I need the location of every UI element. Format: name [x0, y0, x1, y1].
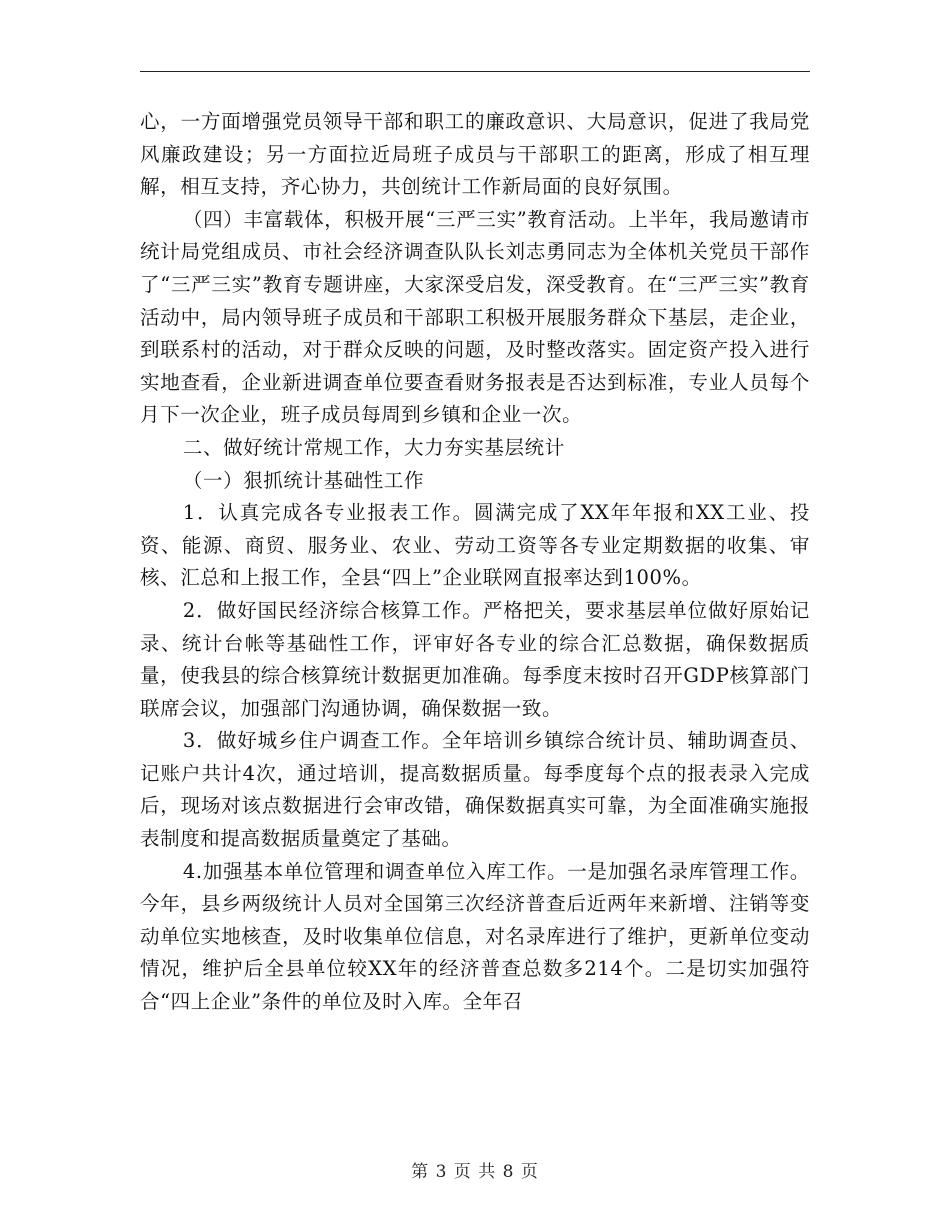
header-rule — [140, 71, 810, 72]
page-number-footer: 第 3 页 共 8 页 — [411, 1162, 539, 1182]
heading-section-two: 二、做好统计常规工作，大力夯实基层统计 — [182, 435, 565, 459]
paragraph-item-4: 4.加强基本单位管理和调查单位入库工作。一是加强名录库管理工作。今年，县乡两级统计人员对全国第三次经济普查后近两年来新增、注销等变动单位实地核查，及时收集单位信息，对名录库进行了维护，更新单位变动情况，维护后全县单位较XX年的经济普查总数多214个。二是切实加强符合“四上企业”条件的单位及时入库。全年召 — [140, 859, 810, 1014]
paragraph-item-2: 2．做好国民经济综合核算工作。严格把关，要求基层单位做好原始记录、统计台帐等基础性工作，评审好各专业的综合汇总数据，确保数据质量，使我县的综合核算统计数据更加准确。每季度末按时召开GDP核算部门联席会议，加强部门沟通协调，确保数据一致。 — [140, 598, 810, 720]
paragraph-section-four: （四）丰富载体，积极开展“三严三实”教育活动。上半年，我局邀请市统计局党组成员、市社会经济调查队队长刘志勇同志为全体机关党员干部作了“三严三实”教育专题讲座，大家深受启发，深受教育。在“三严三实”教育活动中，局内领导班子成员和干部职工积极开展服务群众下基层，走企业，到联系村的活动，对于群众反映的问题，及时整改落实。固定资产投入进行实地查看，企业新进调查单位要查看财务报表是否达到标准，专业人员每个月下一次企业，班子成员每周到乡镇和企业一次。 — [140, 207, 810, 427]
paragraph-continuation: 心，一方面增强党员领导干部和职工的廉政意识、大局意识，促进了我局党风廉政建设；另一方面拉近局班子成员与干部职工的距离，形成了相互理解，相互支持，齐心协力，共创统计工作新局面的良好氛围。 — [140, 110, 810, 199]
paragraph-item-3: 3．做好城乡住户调查工作。全年培训乡镇综合统计员、辅助调查员、记账户共计4次，通过培训，提高数据质量。每季度每个点的报表录入完成后，现场对该点数据进行会审改错，确保数据真实可靠，为全面准确实施报表制度和提高数据质量奠定了基础。 — [140, 729, 810, 851]
paragraph-item-1: 1．认真完成各专业报表工作。圆满完成了XX年年报和XX工业、投资、能源、商贸、服务业、农业、劳动工资等各专业定期数据的收集、审核、汇总和上报工作，全县“四上”企业联网直报率达到100%。 — [140, 501, 810, 590]
document-body — [140, 106, 810, 1019]
subheading-one: （一）狠抓统计基础性工作 — [182, 468, 425, 492]
